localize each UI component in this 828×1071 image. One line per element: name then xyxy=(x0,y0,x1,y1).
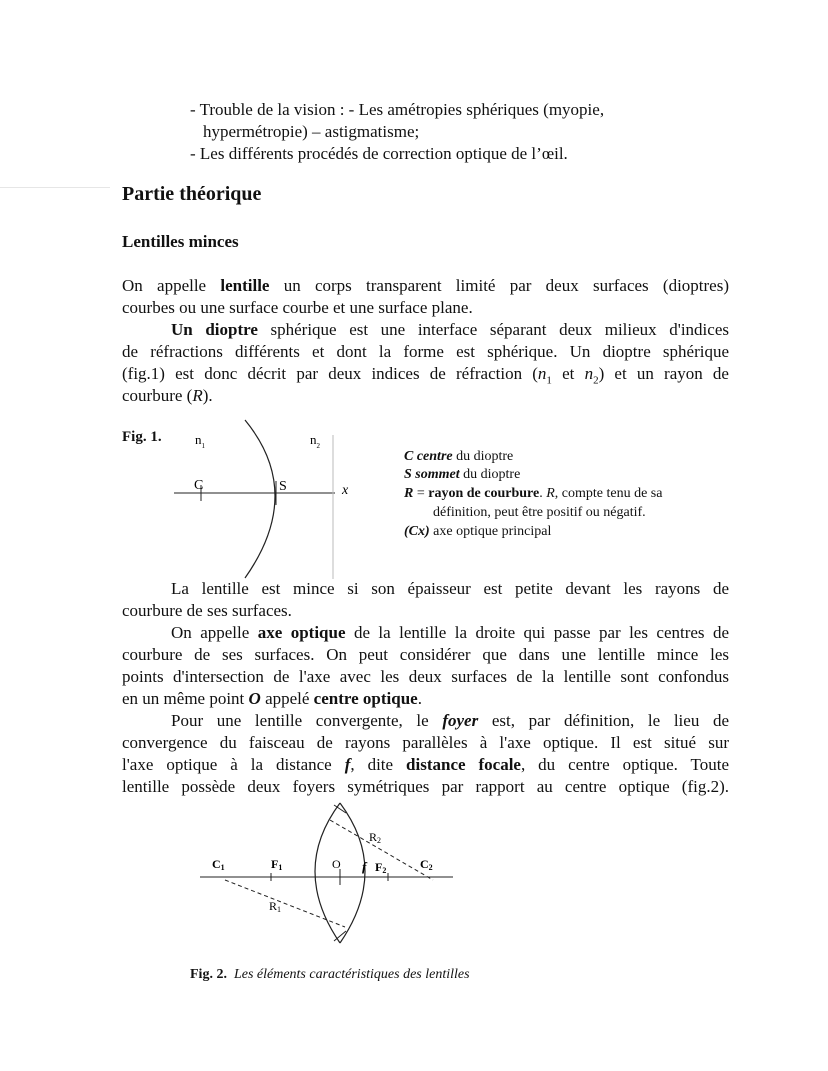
para5-line1: Pour une lentille convergente, le foyer est, par définition, le lieu de xyxy=(171,711,729,730)
para1-line2: courbes ou une surface courbe et une surface plane. xyxy=(122,298,473,317)
para4-line3: points d'intersection de l'axe avec les deux surfaces de la lentille sont confondus xyxy=(122,667,729,686)
objective-item-1: - Trouble de la vision : - Les amétropies sphériques (myopie, xyxy=(190,100,605,119)
para2-line1: Un dioptre sphérique est une interface séparant deux milieux d'indices xyxy=(171,320,729,339)
para3-line1: La lentille est mince si son épaisseur est petite devant les rayons de xyxy=(171,579,729,598)
fig2-f2-label: F2 xyxy=(375,860,387,875)
fig2-f-label: f xyxy=(362,859,367,874)
fig1-n1-label: $n_1$ xyxy=(195,432,205,450)
para1-line1: On appelle lentille un corps transparent limité par deux surfaces (dioptres) xyxy=(122,276,729,295)
para2-line3: (fig.1) est donc décrit par deux indices de réfraction ($n_1$ et $n_2$) et un rayon de xyxy=(122,364,729,387)
para3-line2: courbure de ses surfaces. xyxy=(122,601,292,620)
fig2-r1-label: R1 xyxy=(269,899,282,914)
fig2-diagram xyxy=(195,800,465,948)
para2-line2: de réfractions différents et dont la forme est sphérique. Un dioptre sphérique xyxy=(122,342,729,361)
para2-line4: courbure (R). xyxy=(122,386,213,405)
fig1-legend-s: S sommet du dioptre xyxy=(404,467,521,482)
fig1-s-label: S xyxy=(279,479,287,494)
fig1-diagram xyxy=(170,415,400,585)
fig1-x-label: x xyxy=(342,483,349,498)
objective-item-1-cont: hypermétropie) – astigmatisme; xyxy=(203,122,420,141)
fig1-legend-r-cont: définition, peut être positif ou négatif. xyxy=(433,505,646,520)
fig1-dioptre-curve xyxy=(245,420,275,578)
fig2-o-label: O xyxy=(332,857,341,871)
objective-item-2: - Les différents procédés de correction optique de l’œil. xyxy=(190,144,568,163)
para5-line2: convergence du faisceau de rayons parallèles à l'axe optique. Il est situé sur xyxy=(122,733,729,752)
section-title: Partie théorique xyxy=(122,183,262,205)
fig2-c1-label: C1 xyxy=(212,857,225,872)
fig2-f1-label: F1 xyxy=(271,857,283,872)
fig1-legend-r: R = rayon de courbure. R, compte tenu de sa xyxy=(404,486,663,501)
divider xyxy=(0,187,110,188)
subsection-title: Lentilles minces xyxy=(122,232,239,251)
fig1-n2-label: $n_2$ xyxy=(310,432,320,450)
para4-line1: On appelle axe optique de la lentille la droite qui passe par les centres de xyxy=(171,623,730,642)
para5-line4: lentille possède deux foyers symétriques par rapport au centre optique (fig.2). xyxy=(122,777,729,796)
fig1-label: Fig. 1. xyxy=(122,429,162,445)
fig1-c-label: C xyxy=(194,478,204,493)
fig2-caption: Fig. 2. Les éléments caractéristiques des lentilles xyxy=(190,967,470,982)
para4-line2: courbure de ses surfaces. On peut considérer que dans une lentille mince les xyxy=(122,645,729,664)
fig2-r2-label: R2 xyxy=(369,830,382,845)
para4-line4: en un même point O appelé centre optique. xyxy=(122,689,422,708)
fig1-legend-cx: (Cx) axe optique principal xyxy=(404,524,552,539)
fig2-c2-label: C2 xyxy=(420,857,433,872)
fig1-legend-c: C centre du dioptre xyxy=(404,449,514,464)
para5-line3: l'axe optique à la distance f, dite distance focale, du centre optique. Toute xyxy=(122,755,729,774)
